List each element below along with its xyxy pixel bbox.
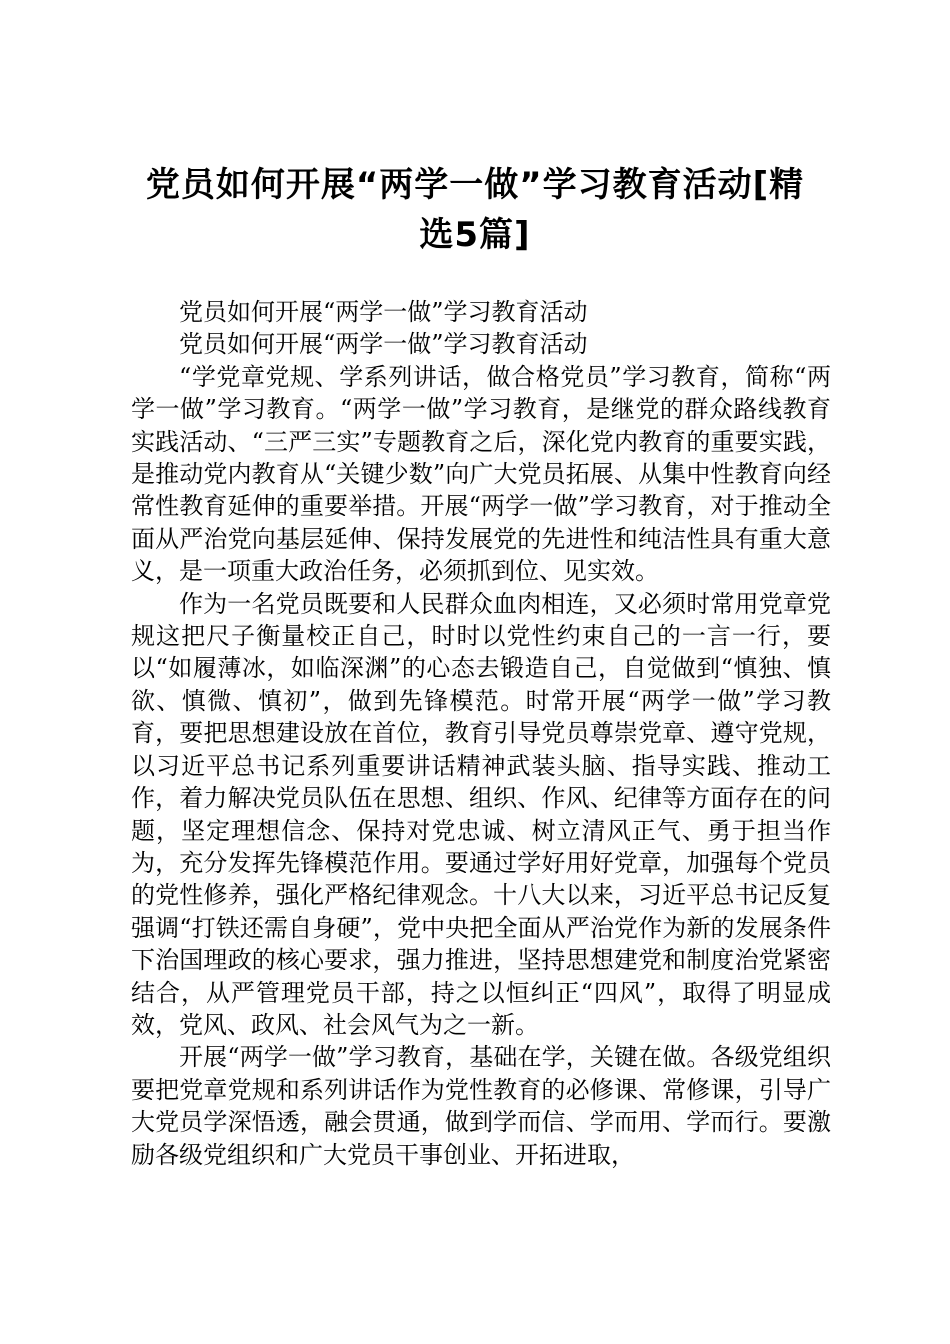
body-paragraph: 作为一名党员既要和人民群众血肉相连，又必须时常用党章党规这把尺子衡量校正自己，时时以党性约束自己的一言一行，要以“如履薄冰，如临深渊”的心态去锻造自己，自觉做到“慎独、慎欲、慎微、慎初”，做到先锋模范。时常开展“两学一做”学习教育，要把思想建设放在首位，教育引导党员尊崇党章、遵守党规，以习近平总书记系列重要讲话精神武装头脑、指导实践、推动工作，着力解决党员队伍在思想、组织、作风、纪律等方面存在的问题，坚定理想信念、保持对党忠诚、树立清风正气、勇于担当作为，充分发挥先锋模范作用。要通过学好用好党章，加强每个党员的党性修养，强化严格纪律观念。十八大以来，习近平总书记反复强调“打铁还需自身硬”，党中央把全面从严治党作为新的发展条件下治国理政的核心要求，强力推进，坚持思想建党和制度治党紧密结合，从严管理党员干部，持之以恒纠正“四风”，取得了明显成效，党风、政风、社会风气为之一新。	[131, 589, 831, 1039]
subheading: 党员如何开展“两学一做”学习教育活动	[179, 330, 588, 359]
document-title-line-2: 选5篇]	[419, 215, 531, 255]
document-body	[131, 296, 831, 1171]
subheading: 党员如何开展“两学一做”学习教育活动	[179, 298, 588, 326]
body-paragraph: 开展“两学一做”学习教育，基础在学，关键在做。各级党组织要把党章党规和系列讲话作为党性教育的必修课、常修课，引导广大党员学深悟透，融会贯通，做到学而信、学而用、学而行。要激励各级党组织和广大党员干事创业、开拓进取，	[131, 1043, 831, 1169]
document-title-line-1: 党员如何开展“两学一做”学习教育活动[精	[145, 165, 805, 205]
document-title	[120, 160, 830, 260]
body-paragraph: “学党章党规、学系列讲话，做合格党员”学习教育，简称“两学一做”学习教育。“两学一做”学习教育，是继党的群众路线教育实践活动、“三严三实”专题教育之后，深化党内教育的重要实践，是推动党内教育从“关键少数”向广大党员拓展、从集中性教育向经常性教育延伸的重要举措。开展“两学一做”学习教育，对于推动全面从严治党向基层延伸、保持发展党的先进性和纯洁性具有重大意义，是一项重大政治任务，必须抓到位、见实效。	[131, 362, 831, 586]
